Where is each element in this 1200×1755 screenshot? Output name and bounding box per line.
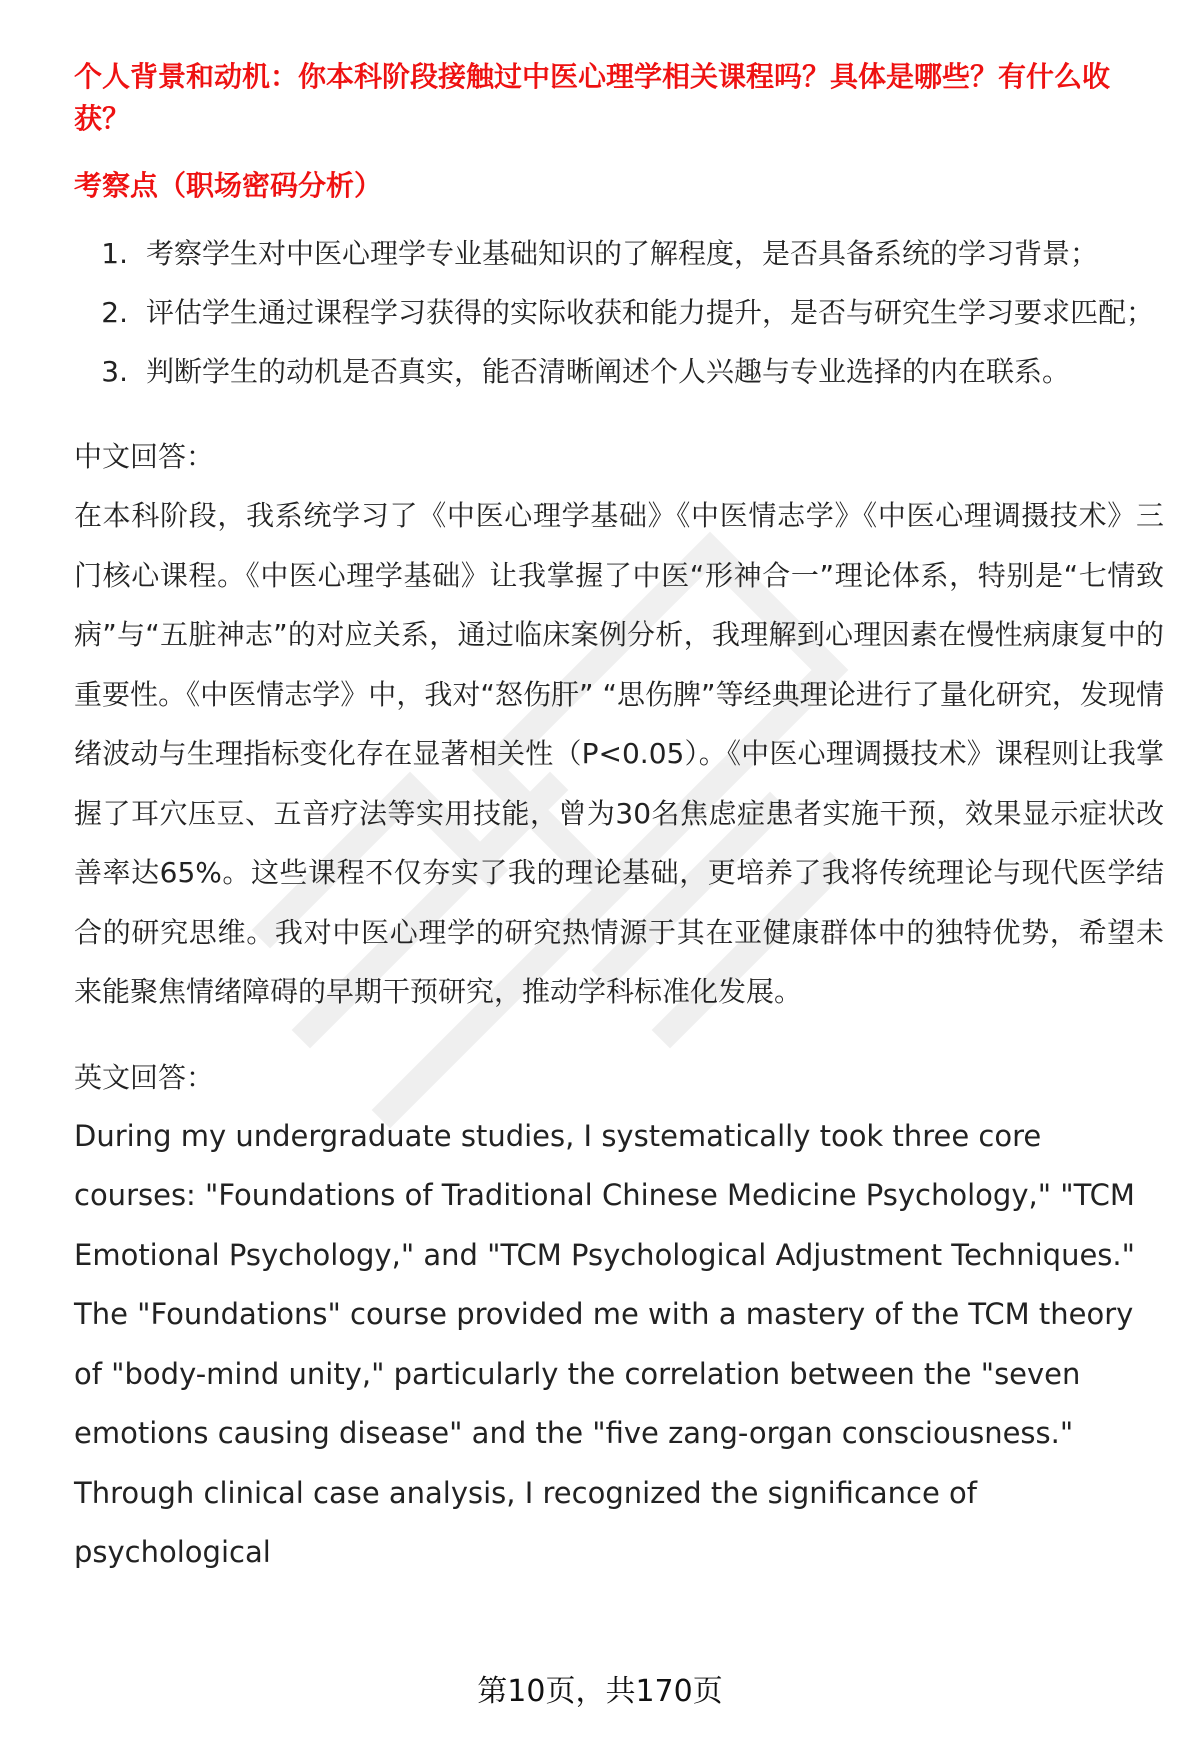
english-answer-text: During my undergraduate studies, I systematically took three core courses: "Foundations of Traditional Chinese Medicine Psychology," "TCM Emotional Psychology," and "TCM Psychological Adjustment Techniques." The "Foundations" course provided me with a mastery of the TCM theory of "body-mind unity," particularly the correlation between the "seven emotions causing disease" and the "five zang-organ consciousness." Through clinical case analysis, I recognized the significance of psychological	[74, 1118, 1135, 1569]
list-item-number: 1.	[101, 237, 128, 270]
list-item	[74, 342, 1164, 401]
assessment-heading: 考察点（职场密码分析）	[74, 169, 383, 202]
english-answer-label: 英文回答：	[74, 1060, 215, 1094]
chinese-answer-text: 在本科阶段，我系统学习了《中医心理学基础》《中医情志学》《中医心理调摄技术》三门核心课程。《中医心理学基础》让我掌握了中医“形神合一”理论体系，特别是“七情致病”与“五脏神志”的对应关系，通过临床案例分析，我理解到心理因素在慢性病康复中的重要性。《中医情志学》中，我对“怒伤肝” “思伤脾”等经典理论进行了量化研究，发现情绪波动与生理指标变化存在显著相关性（P<0.05）。《中医心理调摄技术》课程则让我掌握了耳穴压豆、五音疗法等实用技能，曾为30名焦虑症患者实施干预，效果显示症状改善率达65%。这些课程不仅夯实了我的理论基础，更培养了我将传统理论与现代医学结合的研究思维。我对中医心理学的研究热情源于其在亚健康群体中的独特优势，希望未来能聚焦情绪障碍的早期干预研究，推动学科标准化发展。	[74, 499, 1164, 1008]
assessment-points-list	[74, 224, 1164, 401]
list-item-text: 评估学生通过课程学习获得的实际收获和能力提升，是否与研究生学习要求匹配；	[146, 296, 1155, 329]
list-item-text: 判断学生的动机是否真实，能否清晰阐述个人兴趣与专业选择的内在联系。	[146, 355, 1071, 388]
list-item-number: 2.	[101, 296, 128, 329]
list-item-number: 3.	[101, 355, 128, 388]
question-title: 个人背景和动机：你本科阶段接触过中医心理学相关课程吗？具体是哪些？有什么收获？	[74, 60, 1111, 135]
chinese-answer-label: 中文回答：	[74, 440, 215, 473]
list-item-text: 考察学生对中医心理学专业基础知识的了解程度，是否具备系统的学习背景；	[146, 237, 1099, 270]
list-item	[74, 283, 1164, 342]
page-indicator: 第10页，共170页	[477, 1674, 723, 1709]
document-page	[74, 56, 1164, 1583]
list-item	[74, 224, 1164, 283]
